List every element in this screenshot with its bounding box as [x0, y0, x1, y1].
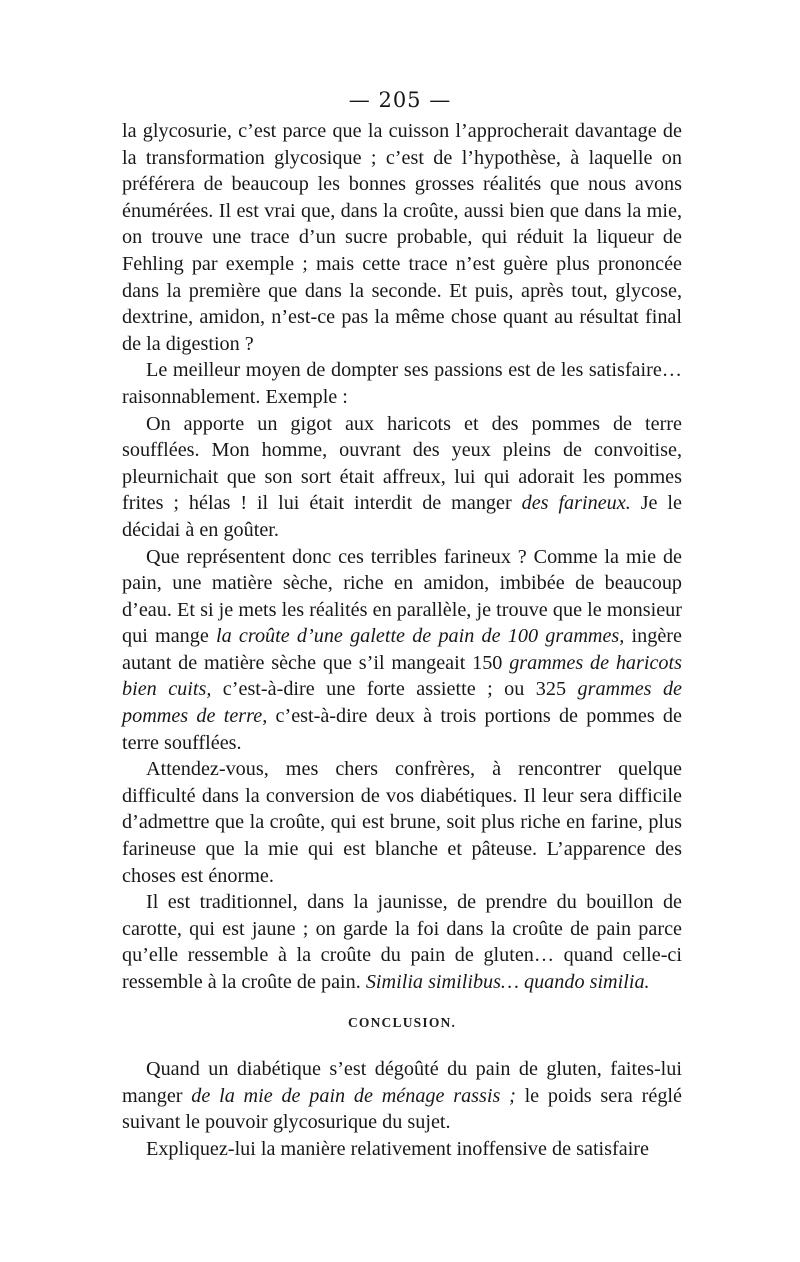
italic-text: grammes de haricots bien cuits, — [122, 651, 682, 701]
section-heading: CONCLUSION. — [347, 1014, 457, 1030]
text-run: Expliquez-lui la manière relativement inoffensive de satisfaire — [146, 1137, 649, 1160]
paragraph — [122, 1136, 682, 1163]
text-run: ingère autant de matière sèche que s’il mangeait 150 — [122, 625, 682, 674]
italic-text: la croûte d’une galette de pain de 100 grammes, — [216, 625, 625, 648]
text-run: Le meilleur moyen de dompter ses passions est de les satisfaire… raisonnablement. Exemple : — [122, 359, 682, 408]
paragraph — [122, 756, 682, 889]
text-run: Attendez-vous, mes chers confrères, à rencontrer quelque difficulté dans la conversion de vos diabétiques. Il leur sera difficile d’admettre que la croûte, qui est brune, soit plus riche en farine, plus farineuse que la mie qui est blanche et pâteuse. L’apparence des choses est énorme. — [122, 758, 682, 887]
italic-text: de la mie de pain de ménage rassis ; — [191, 1084, 516, 1107]
paragraph — [122, 1056, 682, 1136]
conclusion-paragraphs — [122, 1056, 682, 1162]
paragraph — [122, 889, 682, 995]
paragraph — [122, 544, 682, 757]
italic-text: grammes de pommes de terre, — [122, 678, 683, 728]
page-number: — 205 — — [348, 88, 452, 112]
paragraph — [122, 411, 682, 544]
main-paragraphs — [122, 118, 682, 996]
text-run: Quand un diabétique s’est dégoûté du pain de gluten, faites-lui manger — [122, 1058, 682, 1107]
text-run: la glycosurie, c’est parce que la cuisson l’approcherait davantage de la transformation glycosique ; c’est de l’hypothèse, à laquelle on préférera de beaucoup les bonnes grosses réalités que nous avons énumérées. Il est vrai que, dans la croûte, aussi bien que dans la mie, on trouve une trace d’un sucre probable, qui réduit la liqueur de Fehling par exemple ; mais cette trace n’est guère plus prononcée dans la première que dans la seconde. Et puis, après tout, glycose, dextrine, amidon, n’est-ce pas la même chose quant au résultat final de la digestion ? — [122, 120, 682, 355]
italic-text: Similia similibus… quando similia. — [365, 971, 650, 993]
text-run: le poids sera réglé suivant le pouvoir glycosurique du sujet. — [122, 1084, 682, 1134]
text-run: Que représentent donc ces terribles farineux ? Comme la mie de pain, une matière sèche, riche en amidon, imbibée de beaucoup d’eau. Et si je mets les réalités en parallèle, je trouve que le monsieur qui mange — [122, 545, 682, 648]
paragraph — [122, 357, 682, 410]
italic-text: des farineux. — [521, 492, 631, 515]
paragraph — [122, 118, 682, 357]
text-run: Il est traditionnel, dans la jaunisse, de prendre du bouillon de carotte, qui est jaune ; on garde la foi dans la croûte de pain parce qu’elle ressemble à la croûte du pain de gluten… quand celle-ci ressemble à la croûte de pain. — [122, 891, 682, 993]
text-run: c’est-à-dire une forte assiette ; ou 325 — [211, 678, 578, 701]
body-text — [122, 118, 682, 1163]
text-run: Je le décidai à en goûter. — [122, 492, 682, 541]
text-run: c’est-à-dire deux à trois portions de pommes de terre soufflées. — [122, 705, 682, 754]
text-run: On apporte un gigot aux haricots et des pommes de terre soufflées. Mon homme, ouvrant des yeux pleins de convoitise, pleurnichait que son sort était affreux, lui qui adorait les pommes frites ; hélas ! il lui était interdit de manger — [122, 412, 682, 515]
